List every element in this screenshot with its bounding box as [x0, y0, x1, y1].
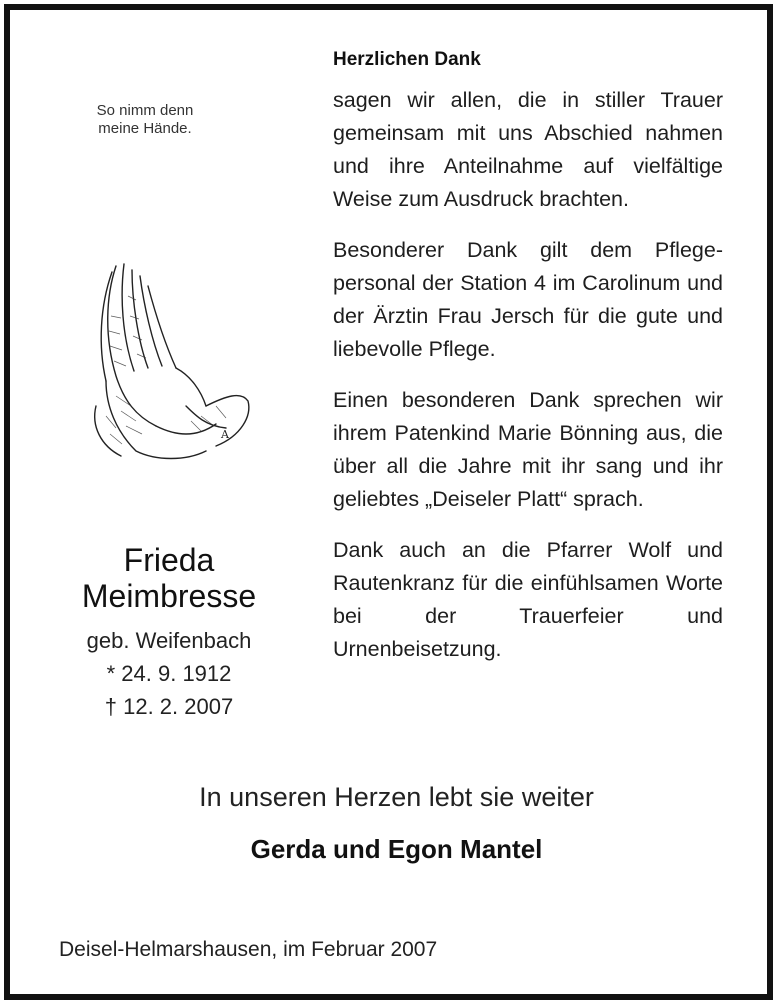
deceased-death-date: † 12. 2. 2007 [104, 694, 234, 719]
signers: Gerda und Egon Mantel [250, 834, 543, 864]
thanks-paragraph-1: sagen wir allen, die in stiller Trauer gemeinsam mit uns Abschied nahmen und ihre Anteilnahme auf vielfältige Weise zum Ausdruck brachten. [333, 88, 723, 211]
praying-hands-icon [76, 256, 256, 466]
motto-line-1: So nimm denn [96, 102, 194, 119]
thanks-paragraph-2: Besonderer Dank gilt dem Pflegepersonal der Station 4 im Carolinum und der Ärztin Frau Jersch für die gute und liebevolle Pflege. [333, 238, 723, 361]
thanks-section [333, 48, 723, 684]
obituary-card [4, 4, 773, 1000]
thanks-paragraph-3: Einen besonderen Dank sprechen wir ihrem Patenkind Marie Bönning aus, die über all die Jahre mit ihr sang und ihr geliebtes „Deiseler Platt“ sprach. [333, 388, 723, 511]
deceased-first-name: Frieda [123, 542, 215, 578]
place-date: Deisel-Helmarshausen, im Februar 2007 [59, 938, 438, 961]
closing-line: In unseren Herzen lebt sie weiter [199, 782, 594, 812]
svg-text:A: A [221, 428, 229, 441]
thanks-heading: Herzlichen Dank [333, 49, 481, 70]
deceased-last-name: Meimbresse [81, 578, 257, 614]
deceased-info [36, 542, 302, 723]
motto-line-2: meine Hände. [98, 120, 192, 137]
deceased-birth-name: geb. Weifenbach [86, 628, 252, 653]
motto [70, 102, 220, 138]
deceased-birth-date: * 24. 9. 1912 [106, 661, 232, 686]
thanks-paragraph-4: Dank auch an die Pfarrer Wolf und Rautenkranz für die einfühlsamen Worte bei der Trauerfeier und Urnenbeisetzung. [333, 538, 723, 661]
